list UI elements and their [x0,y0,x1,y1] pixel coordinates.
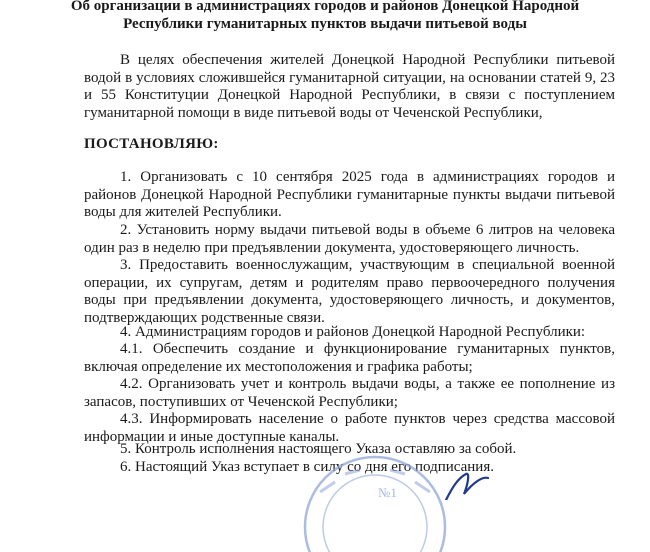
item-2: 2. Установить норму выдачи питьевой воды в объеме 6 литров на человека один раз в неделю при предъявлении документа, удостоверяющего личность. [84,222,615,256]
item-4-3: 4.3. Информировать население о работе пунктов через средства массовой информации и иные доступные каналы. [84,411,615,445]
item-4: 4. Администрациям городов и районов Донецкой Народной Республики: [120,324,586,340]
item-4-2: 4.2. Организовать учет и контроль выдачи воды, а также ее пополнение из запасов, поступивших от Чеченской Республики; [84,376,615,410]
item-3: 3. Предоставить военнослужащим, участвующим в специальной военной операции, их супругам, детям и родителям право первоочередного получения воды при предъявлении документа, удостоверяющего личность, и документов, подтверждающих родственные связи. [84,257,615,326]
item-5: 5. Контроль исполнения настоящего Указа оставляю за собой. [120,441,517,457]
decree-heading: ПОСТАНОВЛЯЮ: [84,136,219,152]
seal-number: №1 [378,485,397,500]
preamble-paragraph: В целях обеспечения жителей Донецкой Народной Республики питьевой водой в условиях сложившейся гуманитарной ситуации, на основании статей 9, 23 и 55 Конституции Донецкой Народной Республики, в связи с поступлением гуманитарной помощи в виде питьевой воды от Чеченской Республики, [84,52,615,121]
item-4-1: 4.1. Обеспечить создание и функционирование гуманитарных пунктов, включая определение их местоположения и графика работы; [84,341,615,375]
signature-icon [438,470,518,500]
document-title: Об организации в администрациях городов и районов Донецкой Народной Республики гуманитарных пунктов выдачи питьевой воды [70,0,580,32]
official-seal-icon [300,452,450,552]
item-6: 6. Настоящий Указ вступает в силу со дня его подписания. [120,459,494,475]
item-1: 1. Организовать с 10 сентября 2025 года в администрациях городов и районов Донецкой Народной Республики гуманитарные пункты выдачи питьевой воды для жителей Республики. [84,169,615,221]
